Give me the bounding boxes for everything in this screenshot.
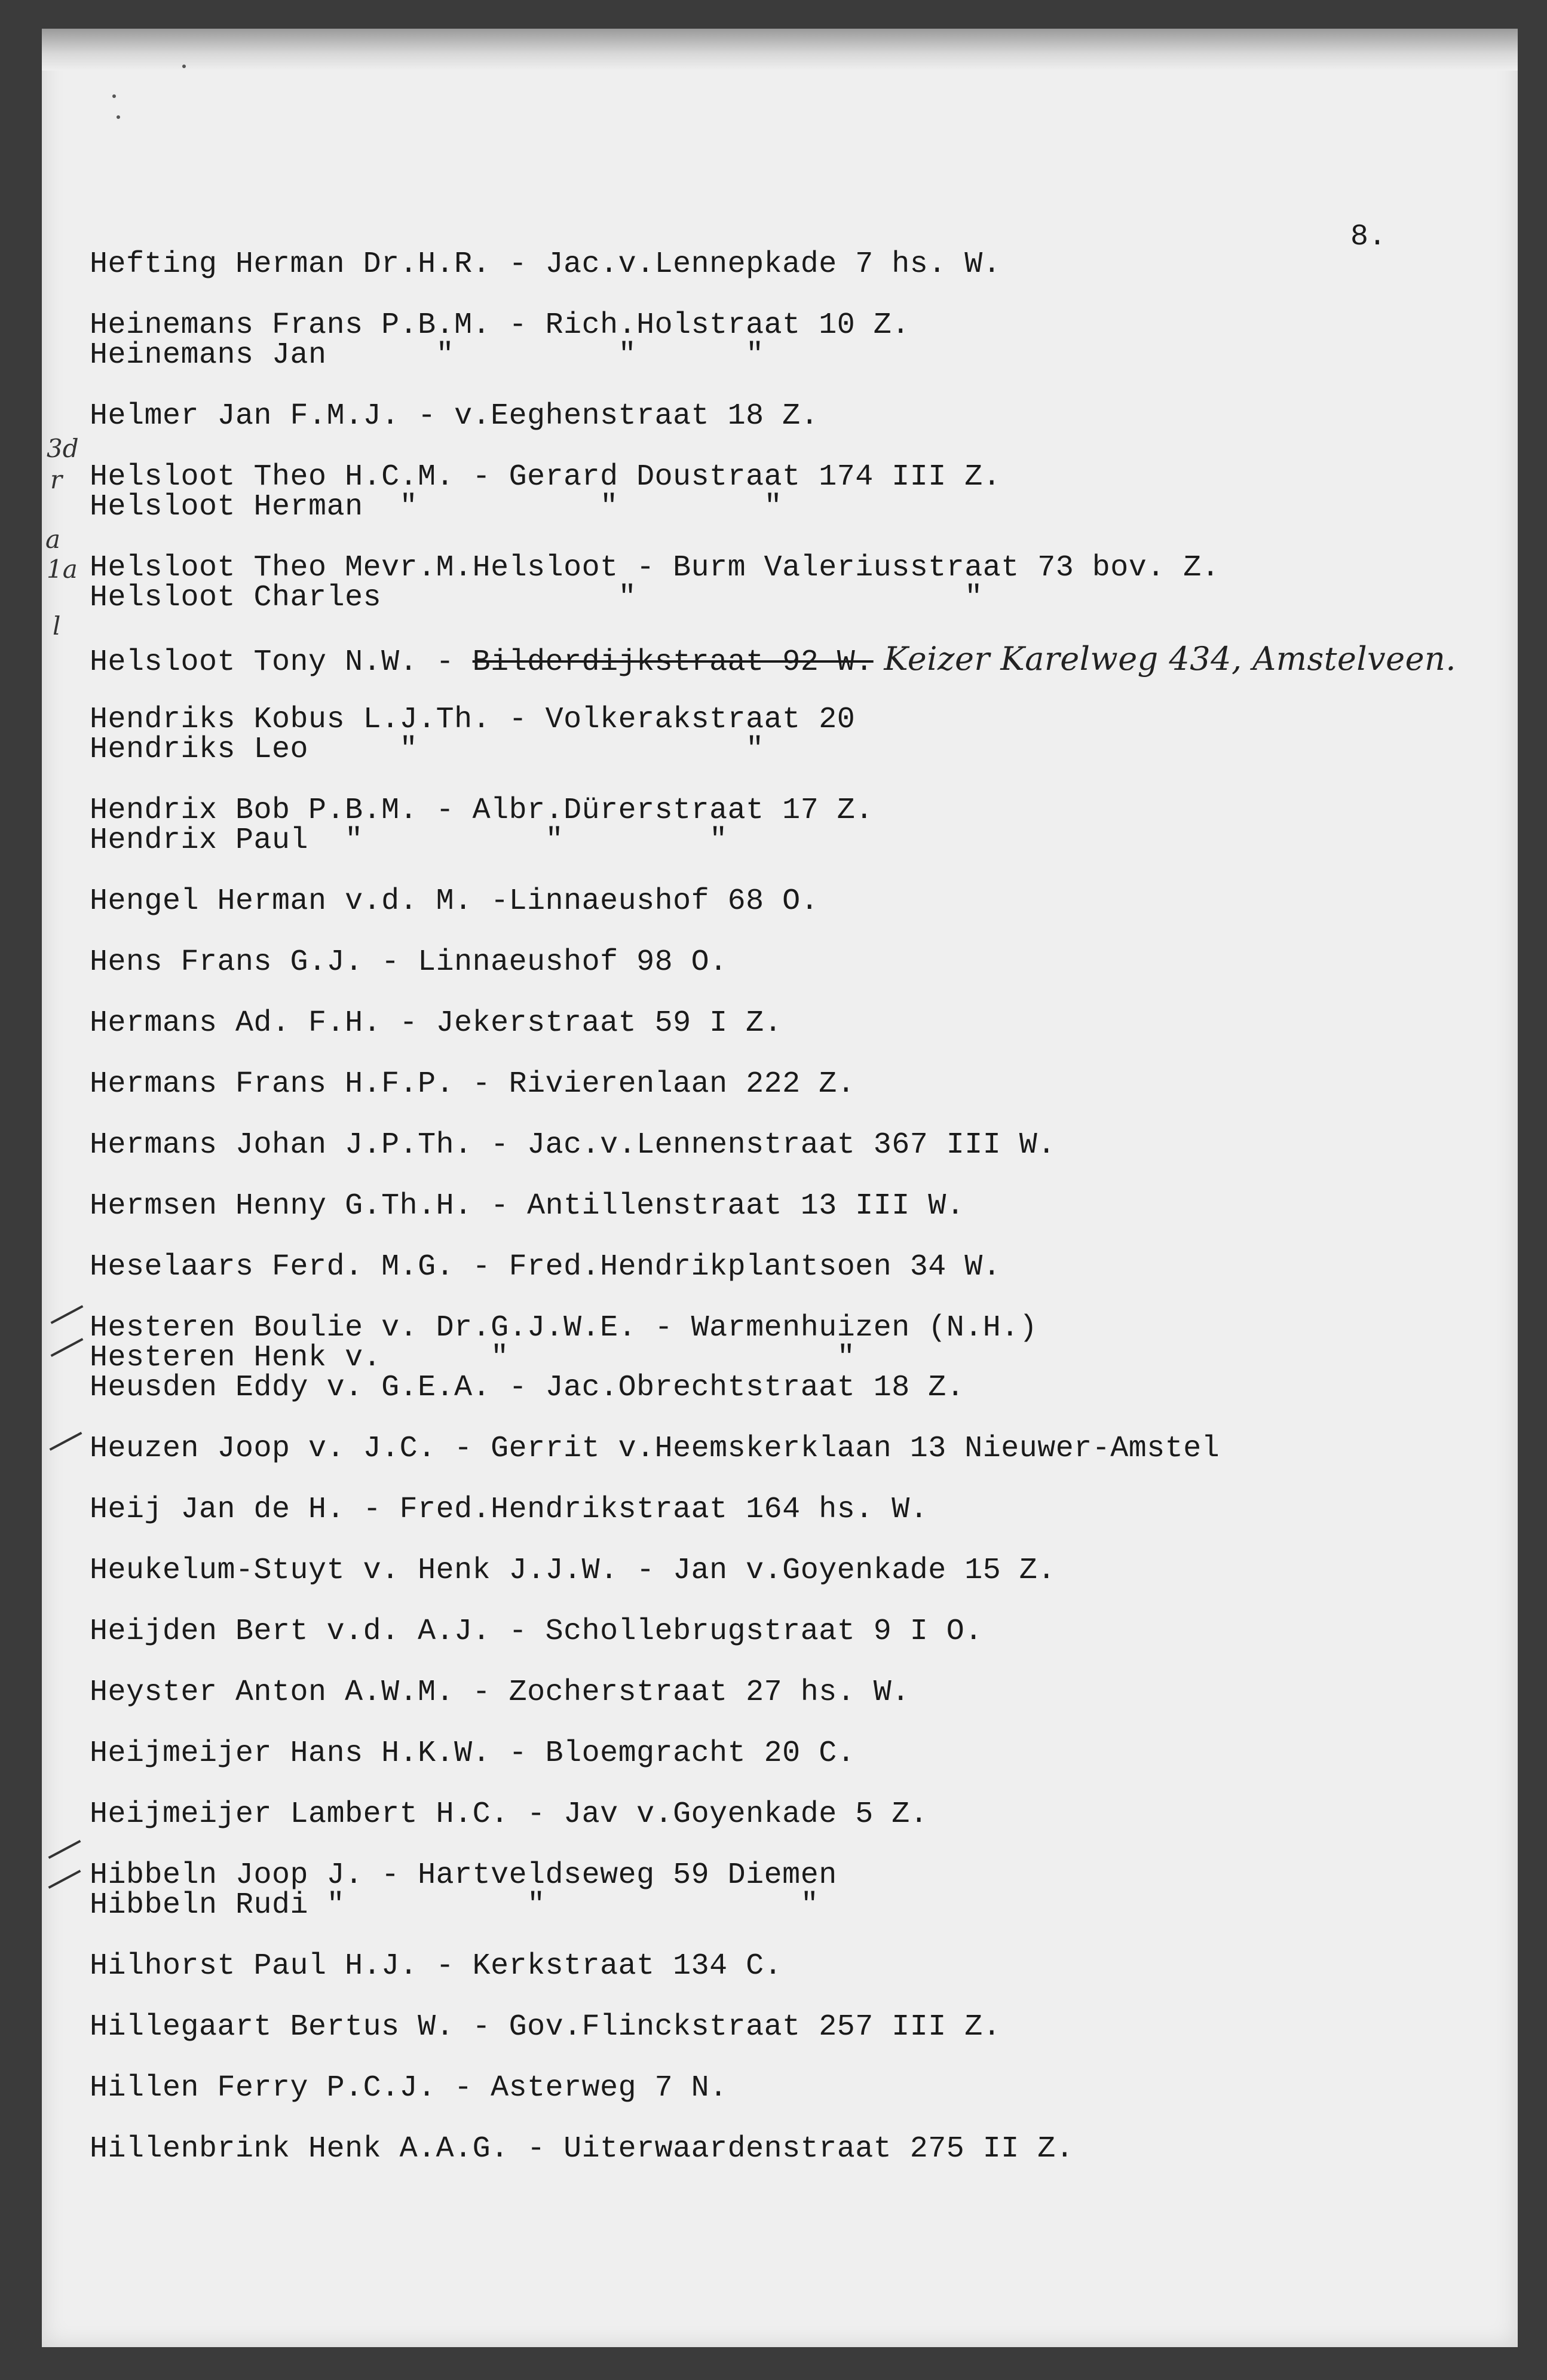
list-item: Hermans Johan J.P.Th. - Jac.v.Lennenstraat 367 III W. bbox=[90, 1128, 1056, 1162]
list-item: Heinemans Frans P.B.M. - Rich.Holstraat 10 Z. bbox=[90, 308, 910, 342]
margin-note: 1a bbox=[47, 555, 78, 584]
list-item: Hengel Herman v.d. M. -Linnaeushof 68 O. bbox=[90, 884, 819, 918]
margin-note: r bbox=[50, 465, 63, 494]
list-item: Helsloot Theo Mevr.M.Helsloot - Burm Valeriusstraat 73 bov. Z. bbox=[90, 551, 1220, 585]
margin-note: 3d bbox=[47, 434, 79, 463]
list-item: Heusden Eddy v. G.E.A. - Jac.Obrechtstraat 18 Z. bbox=[90, 1371, 965, 1405]
list-item: Heuzen Joop v. J.C. - Gerrit v.Heemskerklaan 13 Nieuwer-Amstel bbox=[90, 1432, 1220, 1466]
list-item: Heinemans Jan " " " bbox=[90, 338, 764, 372]
list-item: Helmer Jan F.M.J. - v.Eeghenstraat 18 Z. bbox=[90, 399, 819, 433]
handwritten-address: Keizer Karelweg 434, Amstelveen. bbox=[873, 640, 1456, 678]
margin-tick bbox=[48, 1840, 81, 1859]
list-item: Hermans Frans H.F.P. - Rivierenlaan 222 Z. bbox=[90, 1067, 856, 1101]
list-item: Hillenbrink Henk A.A.G. - Uiterwaardenstraat 275 II Z. bbox=[90, 2132, 1074, 2166]
list-item: Heijden Bert v.d. A.J. - Schollebrugstraat 9 I O. bbox=[90, 1615, 983, 1649]
list-item: Hendriks Leo " " bbox=[90, 733, 764, 767]
page-number: 8. bbox=[1350, 220, 1387, 254]
list-item: Hefting Herman Dr.H.R. - Jac.v.Lennepkade 7 hs. W. bbox=[90, 247, 1001, 281]
list-item: Hendrix Bob P.B.M. - Albr.Dürerstraat 17 Z. bbox=[90, 794, 874, 828]
list-item: Hendrix Paul " " " bbox=[90, 823, 728, 857]
list-item: Heselaars Ferd. M.G. - Fred.Hendrikplantsoen 34 W. bbox=[90, 1250, 1001, 1284]
margin-note: l bbox=[53, 611, 61, 641]
list-item bbox=[90, 640, 1464, 679]
list-item: Hilhorst Paul H.J. - Kerkstraat 134 C. bbox=[90, 1949, 783, 1983]
list-item: Hesteren Boulie v. Dr.G.J.W.E. - Warmenhuizen (N.H.) bbox=[90, 1311, 1038, 1345]
document-page bbox=[42, 29, 1518, 2347]
list-item: Heyster Anton A.W.M. - Zocherstraat 27 hs. W. bbox=[90, 1676, 910, 1710]
scan-speck bbox=[112, 94, 116, 98]
list-item: Helsloot Herman " " " bbox=[90, 490, 783, 524]
entry-text: Helsloot Tony N.W. - bbox=[90, 645, 473, 679]
list-item: Heijmeijer Hans H.K.W. - Bloemgracht 20 C. bbox=[90, 1736, 856, 1771]
list-item: Helsloot Charles " " bbox=[90, 581, 983, 615]
list-item: Hillegaart Bertus W. - Gov.Flinckstraat 257 III Z. bbox=[90, 2010, 1001, 2044]
margin-tick bbox=[51, 1305, 84, 1324]
margin-tick bbox=[51, 1338, 84, 1357]
list-item: Hermans Ad. F.H. - Jekerstraat 59 I Z. bbox=[90, 1006, 783, 1040]
scan-speck bbox=[182, 65, 186, 68]
list-item: Helsloot Theo H.C.M. - Gerard Doustraat 174 III Z. bbox=[90, 460, 1001, 494]
scan-edge bbox=[42, 29, 1518, 71]
list-item: Hibbeln Joop J. - Hartveldseweg 59 Diemen bbox=[90, 1858, 837, 1892]
address-list bbox=[90, 247, 1464, 2166]
list-item: Hermsen Henny G.Th.H. - Antillenstraat 13 III W. bbox=[90, 1189, 965, 1223]
margin-tick bbox=[48, 1870, 81, 1889]
list-item: Hendriks Kobus L.J.Th. - Volkerakstraat 20 bbox=[90, 703, 856, 737]
list-item: Hens Frans G.J. - Linnaeushof 98 O. bbox=[90, 945, 728, 979]
margin-tick bbox=[50, 1432, 82, 1451]
list-item: Hesteren Henk v. " " bbox=[90, 1341, 856, 1375]
list-item: Hibbeln Rudi " " " bbox=[90, 1888, 819, 1922]
list-item: Heij Jan de H. - Fred.Hendrikstraat 164 hs. W. bbox=[90, 1493, 929, 1527]
struck-address: Bilderdijkstraat 92 W. bbox=[472, 645, 874, 679]
margin-note: a bbox=[45, 525, 61, 554]
list-item: Heijmeijer Lambert H.C. - Jav v.Goyenkade 5 Z. bbox=[90, 1797, 929, 1831]
list-item: Hillen Ferry P.C.J. - Asterweg 7 N. bbox=[90, 2071, 728, 2105]
list-item: Heukelum-Stuyt v. Henk J.J.W. - Jan v.Goyenkade 15 Z. bbox=[90, 1554, 1056, 1588]
scan-speck bbox=[117, 115, 120, 119]
